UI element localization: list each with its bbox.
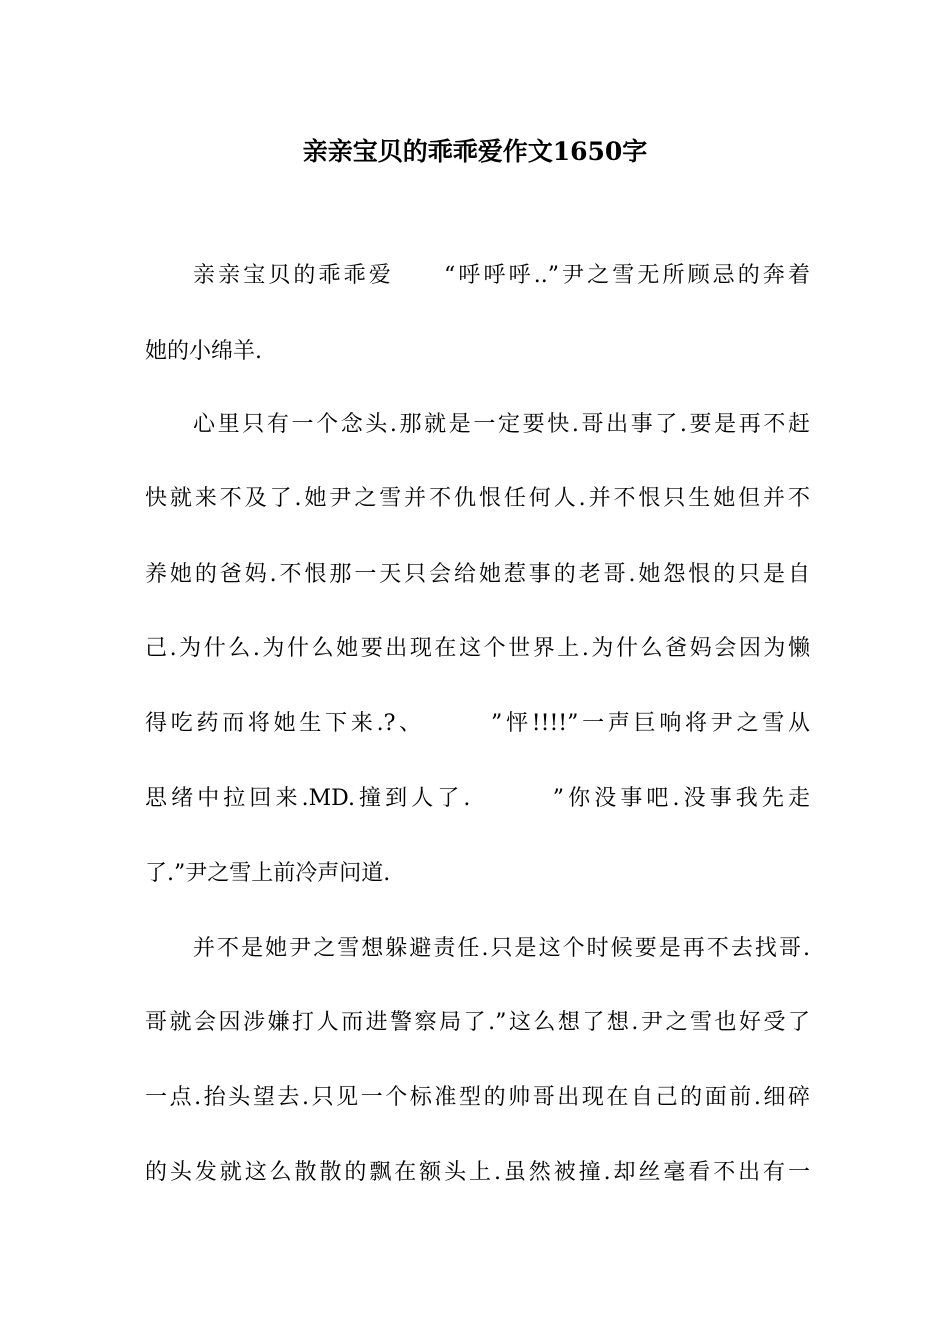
paragraph-line: 哥就会因涉嫌打人而进警察局了.”这么想了想.尹之雪也好受了 — [145, 1010, 810, 1035]
paragraph-line: 亲亲宝贝的乖乖爱 “呼呼呼..”尹之雪无所顾忌的奔着 — [193, 263, 810, 288]
paragraph-line: 己.为什么.为什么她要出现在这个世界上.为什么爸妈会因为懒 — [145, 636, 810, 661]
paragraph-line: 并不是她尹之雪想躲避责任.只是这个时候要是再不去找哥. — [193, 936, 810, 961]
document-title: 亲亲宝贝的乖乖爱作文1650字 — [302, 137, 648, 166]
paragraph-line: 养她的爸妈.不恨那一天只会给她惹事的老哥.她怨恨的只是自 — [145, 562, 810, 587]
paragraph-line: 她的小绵羊. — [145, 339, 262, 364]
paragraph-line: 一点.抬头望去.只见一个标准型的帅哥出现在自己的面前.细碎 — [145, 1085, 810, 1110]
paragraph-line: 得吃药而将她生下来.?、 ”怦!!!!”一声巨响将尹之雪从 — [145, 711, 810, 736]
paragraph-line: 思绪中拉回来.MD.撞到人了. ”你没事吧.没事我先走 — [145, 786, 810, 811]
paragraph-line: 快就来不及了.她尹之雪并不仇恨任何人.并不恨只生她但并不 — [145, 486, 810, 511]
paragraph-line: 的头发就这么散散的飘在额头上.虽然被撞.却丝毫看不出有一 — [145, 1160, 810, 1185]
paragraph-line: 心里只有一个念头.那就是一定要快.哥出事了.要是再不赶 — [193, 412, 810, 437]
paragraph-line: 了.”尹之雪上前冷声问道. — [145, 861, 391, 886]
